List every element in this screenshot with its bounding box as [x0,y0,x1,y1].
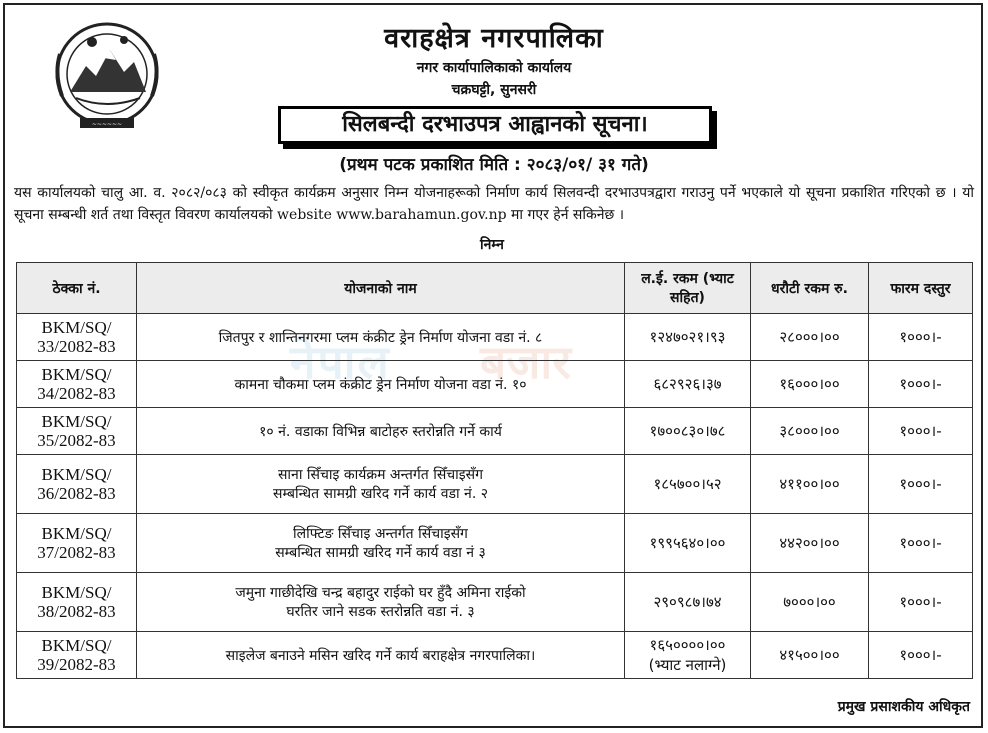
plan-name-line1: १० नं. वडाका विभिन्न बाटोहरु स्तरोन्नति गर्ने कार्य [259,423,502,440]
plan-name-cell [137,455,625,514]
contract-no-prefix: BKM/SQ/ [41,524,112,543]
col-header-form-fee: फारम दस्तुर [869,263,973,314]
col-header-contract-no: ठेक्का नं. [17,263,137,314]
office-name: नगर कार्यापालिकाको कार्यालय [416,60,572,76]
contract-no-cell [17,573,137,632]
plan-name-line1: साइलेज बनाउने मसिन खरिद गर्ने कार्य बराहक्षेत्र नगरपालिका। [225,647,536,664]
contract-no-prefix: BKM/SQ/ [41,365,112,384]
contract-no-cell [17,361,137,408]
plan-name-line1: लिफ्टिङ सिँचाइ अन्तर्गत सिँचाइसँग [293,526,468,542]
estimate-cell [625,455,751,514]
col-header-estimate: ल.ई. रकम (भ्याट सहित) [625,263,751,314]
plan-name-line1: जितपुर र शान्तिनगरमा प्लम कंक्रीट ड्रेन निर्माण योजना वडा नं. ८ [218,329,543,346]
table-row [17,514,973,573]
estimate-amount: १९९५६४०।०० [649,534,726,552]
form-fee-cell: १०००।- [869,632,973,679]
plan-name-line1: साना सिँचाइ कार्यक्रम अन्तर्गत सिँचाइसँग [277,467,484,483]
contract-no-cell [17,408,137,455]
notice-text: यस कार्यालयको चालु आ. व. २०८२/०८३ को स्वीकृत कार्यक्रम अनुसार निम्न योजनाहरूको निर्माण कार्य सिलवन्दी दरभाउपत्रद्वारा गराउनु पर्ने भएकाले यो सूचना प्रकाशित गरिएको छ । यो सूचना सम्बन्धी शर्त तथा विस्तृत विवरण कार्यालयको website www.barahamun.gov.np मा गएर हेर्न सकिनेछ । [14,185,974,223]
plan-name-cell [137,361,625,408]
contract-no-number: 37/2082-83 [37,543,116,562]
notice-banner: सिलबन्दी दरभाउपत्र आह्वानको सूचना। [278,106,712,144]
estimate-cell [625,361,751,408]
plan-name-cell [137,573,625,632]
deposit-cell: १६०००।०० [751,361,869,408]
contract-no-number: 35/2082-83 [37,431,116,450]
col-header-plan-name: योजनाको नाम [137,263,625,314]
estimate-amount: १६५००००।०० [649,636,726,654]
table-row [17,314,973,361]
estimate-cell [625,314,751,361]
contract-no-prefix: BKM/SQ/ [41,318,112,337]
estimate-amount: १२४७०२१।९३ [649,328,726,346]
plan-name-line1: कामना चौकमा प्लम कंक्रीट ड्रेन निर्माण योजना वडा नं. १० [234,376,527,393]
deposit-cell: ४११००।०० [751,455,869,514]
watermark-part2: बजार [480,335,572,389]
office-location: चक्रघट्टी, सुनसरी [451,82,537,98]
plan-name-line2: सम्बन्धित सामग्री खरिद गर्ने कार्य वडा नं ३ [275,545,486,561]
form-fee-cell: १०००।- [869,514,973,573]
deposit-cell: ३८०००।०० [751,408,869,455]
signer-title: प्रमुख प्रसाशकीय अधिकृत [837,699,970,715]
published-date: (प्रथम पटक प्रकाशित मिति : २०८३/०१/ ३१ गते) [339,155,649,175]
following-label: निम्न [480,237,504,253]
form-fee-cell: १०००।- [869,361,973,408]
contract-no-cell [17,514,137,573]
form-fee-cell: १०००।- [869,573,973,632]
table-row [17,361,973,408]
plan-name-line2: सम्बन्धित सामग्री खरिद गर्ने कार्य वडा नं. २ [272,486,489,502]
deposit-cell: ४१५००।०० [751,632,869,679]
contract-no-cell [17,632,137,679]
contract-no-number: 36/2082-83 [37,484,116,503]
deposit-cell: २८०००।०० [751,314,869,361]
estimate-cell [625,408,751,455]
plan-name-cell [137,314,625,361]
contract-no-cell [17,455,137,514]
watermark-part1: नेपाल [290,335,391,389]
estimate-amount: १८५७००।५२ [653,475,722,493]
estimate-amount: १७००८३०।७८ [649,422,726,440]
table-header-row [17,263,973,314]
estimate-cell [625,632,751,679]
estimate-note: (भ्याट नलाग्ने) [648,656,727,674]
form-fee-cell: १०००।- [869,408,973,455]
contract-no-prefix: BKM/SQ/ [41,412,112,431]
deposit-cell: ४४२००।०० [751,514,869,573]
estimate-amount: २९०९८७।७४ [653,593,722,611]
estimate-cell [625,573,751,632]
plan-name-cell [137,632,625,679]
form-fee-cell: १०००।- [869,455,973,514]
contract-no-number: 39/2082-83 [37,655,116,674]
table-row [17,632,973,679]
plan-name-line2: घरतिर जाने सडक स्तरोन्नति वडा नं. ३ [286,604,475,620]
contract-no-prefix: BKM/SQ/ [41,465,112,484]
estimate-amount: ६८२९२६।३७ [653,375,722,393]
contract-no-number: 33/2082-83 [37,337,116,356]
table-row [17,455,973,514]
table-row [17,573,973,632]
table-row [17,408,973,455]
contract-no-number: 34/2082-83 [37,384,116,403]
contract-no-prefix: BKM/SQ/ [41,583,112,602]
plan-name-cell [137,408,625,455]
contract-no-number: 38/2082-83 [37,602,116,621]
contract-no-cell [17,314,137,361]
org-name: वराहक्षेत्र नगरपालिका [384,23,604,54]
plan-name-cell [137,514,625,573]
deposit-cell: ७०००।०० [751,573,869,632]
plan-name-line1: जमुना गाछीदेखि चन्द्र बहादुर राईको घर हुँदै अमिना राईको [235,585,526,601]
col-header-deposit: धरौटी रकम रु. [751,263,869,314]
contract-no-prefix: BKM/SQ/ [41,636,112,655]
tender-table [16,262,973,679]
svg-text:~~~~~~: ~~~~~~ [91,121,123,128]
form-fee-cell: १०००।- [869,314,973,361]
estimate-cell [625,514,751,573]
